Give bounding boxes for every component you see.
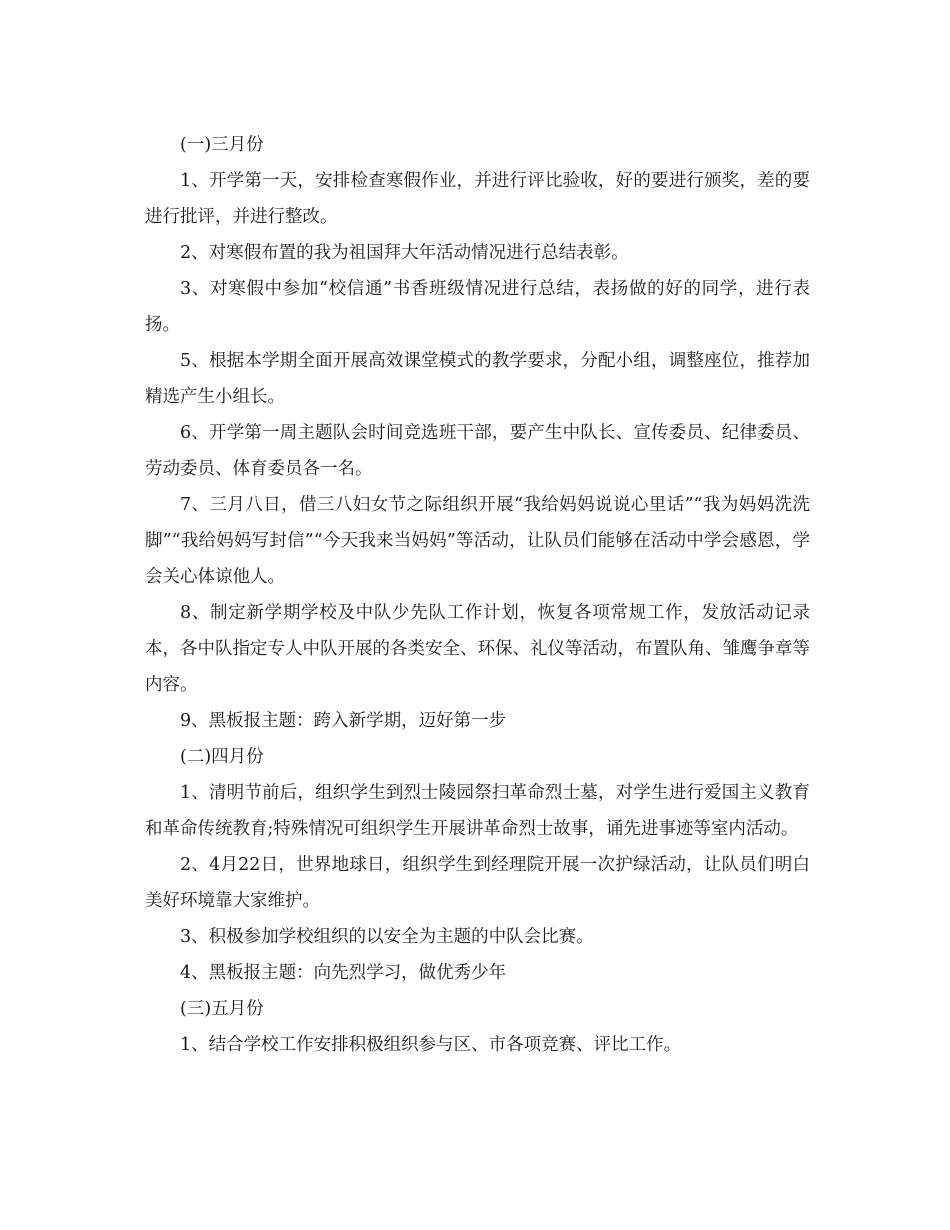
paragraph: 1、开学第一天，安排检查寒假作业，并进行评比验收，好的要进行颁奖，差的要进行批评，并进行整改。 <box>145 171 810 227</box>
paragraph: 9、黑板报主题：跨入新学期，迈好第一步 <box>180 711 507 731</box>
section-heading-may: (三)五月份 <box>180 999 264 1019</box>
section-heading-march: (一)三月份 <box>180 135 264 155</box>
paragraph: 1、清明节前后，组织学生到烈士陵园祭扫革命烈士墓，对学生进行爱国主义教育和革命传统教育;特殊情况可组织学生开展讲革命烈士故事，诵先进事迹等室内活动。 <box>145 783 810 839</box>
paragraph: 5、根据本学期全面开展高效课堂模式的教学要求，分配小组，调整座位，推荐加精选产生小组长。 <box>145 351 810 407</box>
paragraph: 1、结合学校工作安排积极组织参与区、市各项竞赛、评比工作。 <box>180 1035 682 1055</box>
paragraph: 7、三月八日，借三八妇女节之际组织开展“我给妈妈说说心里话”“我为妈妈洗洗脚”“我给妈妈写封信”“今天我来当妈妈”等活动，让队员们能够在活动中学会感恩，学会关心体谅他人。 <box>145 495 810 587</box>
paragraph: 8、制定新学期学校及中队少先队工作计划，恢复各项常规工作，发放活动记录本，各中队指定专人中队开展的各类安全、环保、礼仪等活动，布置队角、雏鹰争章等内容。 <box>145 603 810 695</box>
paragraph: 2、对寒假布置的我为祖国拜大年活动情况进行总结表彰。 <box>180 243 629 263</box>
paragraph: 2、4月22日，世界地球日，组织学生到经理院开展一次护绿活动，让队员们明白美好环境靠大家维护。 <box>145 855 810 911</box>
paragraph: 4、黑板报主题：向先烈学习，做优秀少年 <box>180 963 507 983</box>
document-body <box>145 127 810 1063</box>
paragraph: 3、积极参加学校组织的以安全为主题的中队会比赛。 <box>180 927 594 947</box>
paragraph: 6、开学第一周主题队会时间竞选班干部，要产生中队长、宣传委员、纪律委员、劳动委员、体育委员各一名。 <box>145 423 810 479</box>
section-heading-april: (二)四月份 <box>180 747 264 767</box>
paragraph: 3、对寒假中参加“校信通”书香班级情况进行总结，表扬做的好的同学，进行表扬。 <box>145 279 810 335</box>
